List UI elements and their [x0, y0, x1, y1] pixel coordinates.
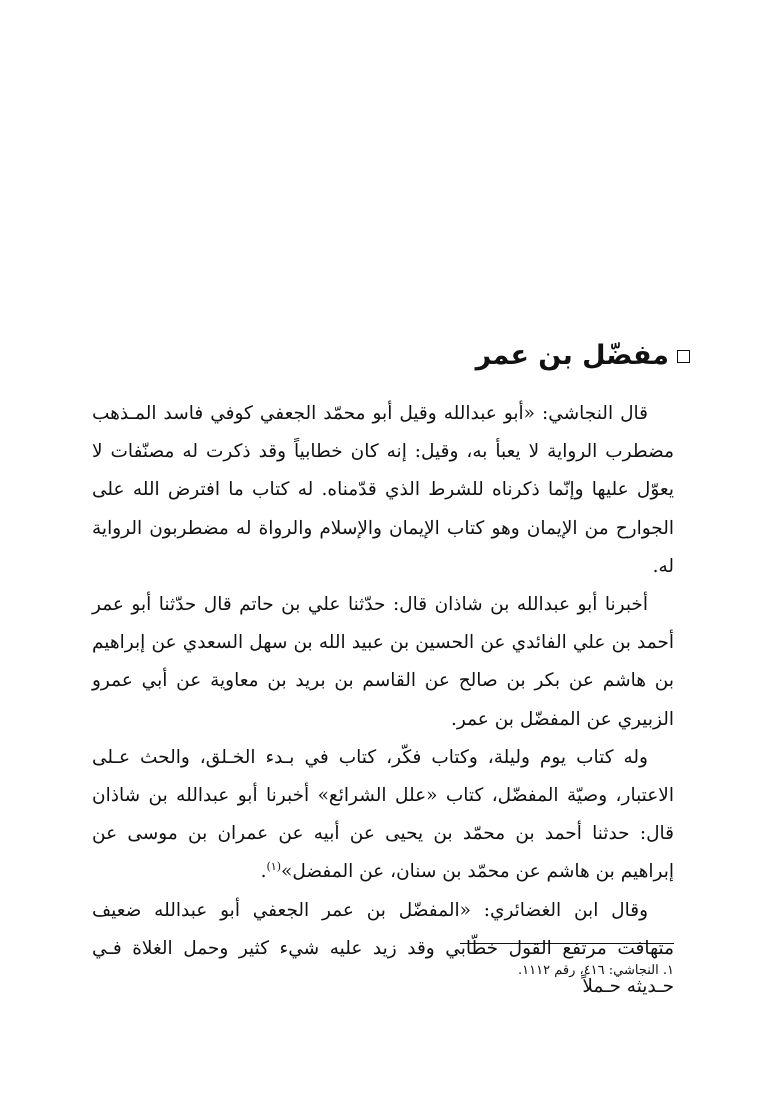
paragraph-end-punctuation: . [260, 861, 267, 883]
footnote-reference: (١) [266, 860, 282, 874]
paragraph-books [92, 739, 674, 892]
footnote [92, 960, 674, 982]
body-text [92, 395, 674, 1006]
section-heading [476, 336, 690, 376]
paragraph-text: قال النجاشي: «أبو عبدالله وقيل أبو محمّد الجعفي كوفي فاسد المـذهب مضطرب الرواية لا يعبأ به، وقيل: إنه كان خطابياً وقد ذكرت له مصنّفات لا يعوّل عليها وإنّما ذكرناه للشرط الذي قدّمناه. له كتاب ما افترض الله على الجوارح من الإيمان وهو كتاب الإيمان والإسلام والرواة له مضطربون الرواية له. [92, 403, 674, 577]
paragraph-ghadairi [92, 892, 674, 1007]
footnote-divider [460, 943, 674, 944]
paragraph-text: أخبرنا أبو عبدالله بن شاذان قال: حدّثنا علي بن حاتم قال حدّثنا أبو عمر أحمد بن علي الفائدي عن الحسين بن عبيد الله بن سهل السعدي عن إبراهيم بن هاشم عن بكر بن صالح عن القاسم بن بريد بن معاوية عن أبي عمرو الزبيري عن المفضّل بن عمر. [92, 594, 674, 730]
paragraph-text: وله كتاب يوم وليلة، وكتاب فكّر، كتاب في بـدء الخـلق، والحث عـلى الاعتبار، وصيّة المفضّل، كتاب «علل الشرائع» أخبرنا أبو عبدالله بن شاذان قال: حدثنا أحمد بن محمّد بن يحيى عن أبيه عن عمران بن موسى عن إبراهيم بن هاشم عن محمّد بن سنان، عن المفضل» [92, 746, 674, 883]
footnote-text: ١. النجاشي: ٤١٦، رقم ١١١٢. [518, 963, 674, 978]
heading-title: مفضّل بن عمر [475, 340, 669, 371]
square-bullet-icon [677, 350, 690, 363]
paragraph-najashi [92, 395, 674, 586]
paragraph-isnad [92, 586, 674, 739]
paragraph-text: وقال ابن الغضائري: «المفضّل بن عمر الجعفي أبو عبدالله ضعيف متهافت مرتفع القول خطّابي وقد زيد عليه شيء كثير وحمل الغلاة فـي حـديثه حـملاً [92, 899, 674, 998]
